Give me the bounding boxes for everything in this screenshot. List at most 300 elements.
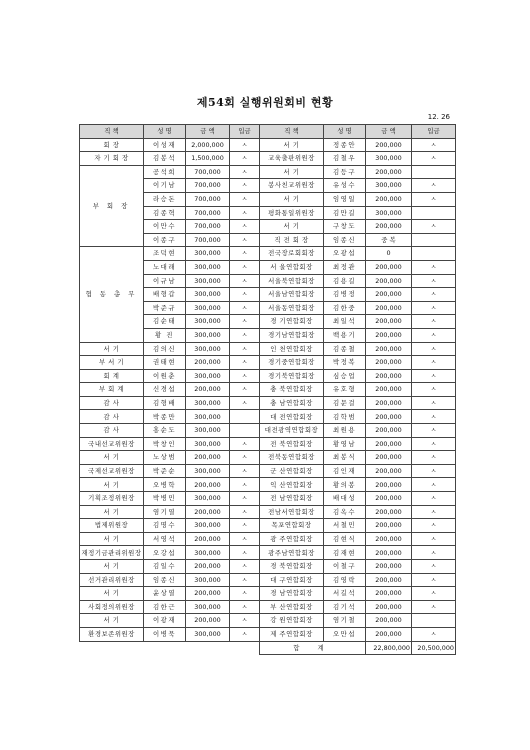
amount-cell: 중 복 [366, 233, 412, 247]
paid-cell: ㅅ [230, 560, 260, 574]
name-cell: 김한중 [324, 301, 366, 315]
table-row [80, 573, 456, 587]
amount-cell: 0 [366, 247, 412, 261]
paid-cell: ㅅ [230, 627, 260, 641]
role-cell: 서 기 [80, 614, 144, 628]
role-cell: 평화통일위원장 [260, 206, 324, 220]
table-row [80, 519, 456, 533]
paid-cell: ㅅ [230, 356, 260, 370]
name-cell: 최원용 [324, 424, 366, 438]
document-date: 12. 26 [427, 113, 450, 121]
amount-cell: 300,000 [186, 600, 230, 614]
name-cell: 심승업 [324, 369, 366, 383]
name-cell: 임종신 [144, 573, 186, 587]
paid-cell: ㅅ [230, 532, 260, 546]
table-row [80, 369, 456, 383]
amount-cell: 200,000 [366, 260, 412, 274]
name-cell: 오병학 [144, 478, 186, 492]
amount-cell: 200,000 [366, 288, 412, 302]
paid-cell: ㅅ [412, 179, 456, 193]
name-cell: 박병민 [144, 492, 186, 506]
amount-cell: 200,000 [186, 532, 230, 546]
role-cell: 회 계 [80, 369, 144, 383]
amount-cell: 200,000 [366, 138, 412, 152]
amount-cell: 200,000 [366, 600, 412, 614]
amount-cell: 200,000 [366, 478, 412, 492]
paid-cell: ㅅ [412, 260, 456, 274]
name-cell: 유성수 [324, 179, 366, 193]
role-cell: 국제선교위원장 [80, 464, 144, 478]
amount-cell: 200,000 [366, 451, 412, 465]
name-cell: 이광재 [144, 614, 186, 628]
name-cell: 박정복 [324, 356, 366, 370]
name-cell: 오만섭 [324, 627, 366, 641]
amount-cell: 700,000 [186, 192, 230, 206]
paid-cell: ㅅ [230, 383, 260, 397]
paid-cell: ㅅ [230, 437, 260, 451]
name-cell: 백용기 [324, 328, 366, 342]
table-row [80, 464, 456, 478]
amount-cell: 700,000 [186, 206, 230, 220]
name-cell: 노대래 [144, 260, 186, 274]
table-row [80, 587, 456, 601]
amount-cell: 200,000 [366, 546, 412, 560]
paid-cell: ㅅ [230, 247, 260, 261]
amount-cell: 300,000 [186, 369, 230, 383]
amount-cell: 300,000 [366, 206, 412, 220]
header-paid-right: 입금 [412, 125, 456, 139]
paid-cell [412, 233, 456, 247]
table-row [80, 138, 456, 152]
name-cell: 오강섭 [144, 546, 186, 560]
table-row [80, 396, 456, 410]
paid-cell: ㅅ [230, 478, 260, 492]
amount-cell: 200,000 [186, 478, 230, 492]
name-cell: 김종철 [324, 342, 366, 356]
role-cell: 전북동연합회장 [260, 451, 324, 465]
amount-cell: 200,000 [366, 614, 412, 628]
paid-cell: ㅅ [230, 179, 260, 193]
header-role-right: 직 책 [260, 125, 324, 139]
paid-cell [412, 206, 456, 220]
amount-cell: 300,000 [186, 627, 230, 641]
role-cell: 기획조정위원장 [80, 492, 144, 506]
paid-cell: ㅅ [230, 396, 260, 410]
role-cell: 서 기 [80, 532, 144, 546]
name-cell: 구창도 [324, 220, 366, 234]
role-cell: 경 기연합회장 [260, 315, 324, 329]
name-cell: 김종혁 [144, 206, 186, 220]
paid-cell: ㅅ [412, 532, 456, 546]
amount-cell: 200,000 [366, 315, 412, 329]
paid-cell: ㅅ [230, 614, 260, 628]
role-cell: 광주남연합회장 [260, 546, 324, 560]
amount-cell: 200,000 [366, 505, 412, 519]
table-row [80, 356, 456, 370]
table-row [80, 546, 456, 560]
header-amount-left: 금 액 [186, 125, 230, 139]
paid-cell: ㅅ [230, 233, 260, 247]
paid-cell: ㅅ [230, 206, 260, 220]
table-row [80, 614, 456, 628]
amount-cell: 200,000 [366, 369, 412, 383]
role-cell: 전 북연합회장 [260, 437, 324, 451]
amount-cell: 200,000 [366, 587, 412, 601]
total-blank-cell [80, 641, 260, 655]
name-cell: 김옥수 [324, 505, 366, 519]
header-name-left: 성 명 [144, 125, 186, 139]
dues-table [79, 124, 456, 655]
role-cell: 인 천연합회장 [260, 342, 324, 356]
amount-cell: 300,000 [186, 424, 230, 438]
table-row [80, 437, 456, 451]
name-cell: 권태현 [144, 356, 186, 370]
group-label-executive: 협 동 총 무 [80, 247, 144, 342]
name-cell: 박준규 [144, 301, 186, 315]
amount-cell: 200,000 [366, 492, 412, 506]
name-cell: 김병정 [324, 288, 366, 302]
role-cell: 부 회 계 [80, 383, 144, 397]
table-row [80, 424, 456, 438]
paid-cell [412, 247, 456, 261]
paid-cell: ㅅ [412, 138, 456, 152]
role-cell: 경 북연합회장 [260, 560, 324, 574]
name-cell: 김문걸 [324, 396, 366, 410]
amount-cell: 200,000 [366, 464, 412, 478]
amount-cell: 200,000 [366, 301, 412, 315]
name-cell: 이종구 [144, 233, 186, 247]
amount-cell: 200,000 [186, 505, 230, 519]
amount-cell: 300,000 [186, 247, 230, 261]
paid-cell: ㅅ [412, 505, 456, 519]
table-row [80, 560, 456, 574]
role-cell: 부 서 기 [80, 356, 144, 370]
role-cell: 서 기 [80, 587, 144, 601]
role-cell: 재정기금관리위원장 [80, 546, 144, 560]
name-cell: 신경섭 [144, 383, 186, 397]
amount-cell: 300,000 [186, 519, 230, 533]
paid-cell: ㅅ [412, 383, 456, 397]
paid-cell: ㅅ [230, 505, 260, 519]
amount-cell: 200,000 [366, 383, 412, 397]
role-cell: 자 기 회 장 [80, 152, 144, 166]
paid-cell: ㅅ [230, 451, 260, 465]
paid-cell: ㅅ [412, 519, 456, 533]
role-cell: 서울남연합회장 [260, 288, 324, 302]
role-cell: 부 산연합회장 [260, 600, 324, 614]
role-cell: 군 산연합회장 [260, 464, 324, 478]
role-cell: 전 남연합회장 [260, 492, 324, 506]
amount-cell: 200,000 [366, 328, 412, 342]
name-cell: 김기석 [324, 600, 366, 614]
paid-cell: ㅅ [412, 464, 456, 478]
name-cell: 김인재 [324, 464, 366, 478]
paid-cell: ㅅ [412, 560, 456, 574]
table-row [80, 627, 456, 641]
amount-cell: 200,000 [366, 274, 412, 288]
paid-cell: ㅅ [230, 288, 260, 302]
amount-cell: 200,000 [186, 560, 230, 574]
amount-cell: 300,000 [186, 437, 230, 451]
table-header-row [80, 125, 456, 139]
role-cell: 서 기 [80, 505, 144, 519]
role-cell: 서 기 [260, 220, 324, 234]
amount-cell: 300,000 [186, 301, 230, 315]
name-cell: 황영남 [324, 437, 366, 451]
amount-cell: 200,000 [366, 424, 412, 438]
amount-cell: 300,000 [186, 342, 230, 356]
name-cell: 유호형 [324, 383, 366, 397]
name-cell: 서철민 [324, 519, 366, 533]
role-cell: 전남서연합회장 [260, 505, 324, 519]
name-cell: 황 진 [144, 328, 186, 342]
page-title: 제54회 실행위원회비 현황 [196, 96, 334, 109]
paid-cell: ㅅ [230, 369, 260, 383]
amount-cell: 200,000 [366, 519, 412, 533]
amount-cell: 200,000 [366, 573, 412, 587]
name-cell: 김용길 [324, 274, 366, 288]
role-cell: 감 사 [80, 410, 144, 424]
amount-cell: 200,000 [186, 356, 230, 370]
paid-cell: ㅅ [230, 600, 260, 614]
role-cell: 광 주연합회장 [260, 532, 324, 546]
name-cell: 조덕현 [144, 247, 186, 261]
amount-cell: 300,000 [186, 260, 230, 274]
role-cell: 선거관리위원장 [80, 573, 144, 587]
name-cell: 서길석 [324, 587, 366, 601]
name-cell: 배대성 [324, 492, 366, 506]
name-cell: 염기철 [324, 614, 366, 628]
header-role-left: 직 책 [80, 125, 144, 139]
header-paid-left: 입금 [230, 125, 260, 139]
name-cell: 이규남 [144, 274, 186, 288]
amount-cell: 2,000,000 [186, 138, 230, 152]
name-cell: 김학범 [324, 410, 366, 424]
name-cell: 최정관 [324, 260, 366, 274]
name-cell: 김재현 [324, 546, 366, 560]
name-cell: 이원춘 [144, 369, 186, 383]
amount-cell: 300,000 [186, 410, 230, 424]
table-row [80, 532, 456, 546]
name-cell: 김현식 [324, 532, 366, 546]
paid-cell: ㅅ [230, 315, 260, 329]
role-cell: 회 장 [80, 138, 144, 152]
role-cell: 감 사 [80, 424, 144, 438]
paid-cell [230, 410, 260, 424]
paid-cell: ㅅ [230, 165, 260, 179]
paid-cell: ㅅ [230, 342, 260, 356]
amount-cell: 200,000 [366, 220, 412, 234]
role-cell: 서 기 [260, 192, 324, 206]
paid-cell: ㅅ [412, 627, 456, 641]
paid-cell: ㅅ [412, 274, 456, 288]
paid-cell: ㅅ [412, 342, 456, 356]
name-cell: 임영일 [324, 192, 366, 206]
paid-cell: ㅅ [412, 356, 456, 370]
amount-cell: 200,000 [186, 587, 230, 601]
name-cell: 윤상열 [144, 587, 186, 601]
name-cell: 김형배 [144, 396, 186, 410]
table-row [80, 152, 456, 166]
paid-cell: ㅅ [230, 301, 260, 315]
name-cell: 염기열 [144, 505, 186, 519]
paid-cell: ㅅ [230, 192, 260, 206]
amount-cell: 300,000 [186, 315, 230, 329]
amount-cell: 700,000 [186, 165, 230, 179]
name-cell: 이기남 [144, 179, 186, 193]
name-cell: 오광섭 [324, 247, 366, 261]
amount-cell: 200,000 [366, 165, 412, 179]
role-cell: 법제위원장 [80, 519, 144, 533]
name-cell: 배형갑 [144, 288, 186, 302]
name-cell: 이철구 [324, 560, 366, 574]
amount-cell: 300,000 [186, 396, 230, 410]
role-cell: 서 기 [80, 560, 144, 574]
role-cell: 서울동연합회장 [260, 301, 324, 315]
paid-cell: ㅅ [412, 396, 456, 410]
role-cell: 직 전 회 장 [260, 233, 324, 247]
name-cell: 이병묵 [144, 627, 186, 641]
paid-cell: ㅅ [412, 288, 456, 302]
table-row [80, 478, 456, 492]
role-cell: 서 기 [80, 342, 144, 356]
role-cell: 강 원연합회장 [260, 614, 324, 628]
role-cell: 사회정의위원장 [80, 600, 144, 614]
name-cell: 서영석 [144, 532, 186, 546]
paid-cell: ㅅ [230, 328, 260, 342]
amount-cell: 200,000 [366, 410, 412, 424]
amount-cell: 200,000 [186, 614, 230, 628]
name-cell: 김명수 [144, 519, 186, 533]
table-row [80, 342, 456, 356]
paid-cell: ㅅ [412, 192, 456, 206]
role-cell: 경기남연합회장 [260, 328, 324, 342]
paid-cell: ㅅ [230, 519, 260, 533]
role-cell: 익 산연합회장 [260, 478, 324, 492]
role-cell: 제 주연합회장 [260, 627, 324, 641]
role-cell: 서울북연합회장 [260, 274, 324, 288]
paid-cell: ㅅ [230, 573, 260, 587]
role-cell: 서 기 [260, 138, 324, 152]
paid-cell: ㅅ [412, 328, 456, 342]
total-label: 합 계 [260, 641, 366, 655]
total-paid: 20,500,000 [412, 641, 456, 655]
name-cell: 김영락 [324, 573, 366, 587]
role-cell: 서 기 [80, 478, 144, 492]
paid-cell: ㅅ [230, 220, 260, 234]
name-cell: 박준순 [144, 464, 186, 478]
paid-cell: ㅅ [230, 492, 260, 506]
header-amount-right: 금 액 [366, 125, 412, 139]
name-cell: 황의봉 [324, 478, 366, 492]
table-row [80, 410, 456, 424]
name-cell: 정종안 [324, 138, 366, 152]
paid-cell: ㅅ [412, 220, 456, 234]
name-cell: 김만길 [324, 206, 366, 220]
paid-cell: ㅅ [412, 424, 456, 438]
amount-cell: 200,000 [366, 356, 412, 370]
name-cell: 최일석 [324, 315, 366, 329]
amount-cell: 300,000 [186, 464, 230, 478]
amount-cell: 300,000 [186, 492, 230, 506]
paid-cell: ㅅ [230, 138, 260, 152]
role-cell: 서 울연합회장 [260, 260, 324, 274]
paid-cell: ㅅ [230, 587, 260, 601]
group-label-vice-president: 부 회 장 [80, 165, 144, 247]
table-row [80, 451, 456, 465]
role-cell: 서 기 [80, 451, 144, 465]
role-cell: 국내선교위원장 [80, 437, 144, 451]
amount-cell: 700,000 [186, 179, 230, 193]
name-cell: 홍순도 [144, 424, 186, 438]
paid-cell: ㅅ [230, 274, 260, 288]
table-row [80, 505, 456, 519]
name-cell: 라승돈 [144, 192, 186, 206]
name-cell: 공석희 [144, 165, 186, 179]
table-row [80, 165, 456, 179]
paid-cell: ㅅ [412, 437, 456, 451]
name-cell: 김순태 [144, 315, 186, 329]
total-row [80, 641, 456, 655]
table-body [80, 138, 456, 655]
name-cell: 김한근 [144, 600, 186, 614]
name-cell: 노상범 [144, 451, 186, 465]
name-cell: 김봉석 [144, 152, 186, 166]
paid-cell: ㅅ [230, 546, 260, 560]
role-cell: 대 전연합회장 [260, 410, 324, 424]
amount-cell: 200,000 [366, 396, 412, 410]
paid-cell: ㅅ [412, 152, 456, 166]
amount-cell: 200,000 [186, 383, 230, 397]
role-cell: 충 남연합회장 [260, 396, 324, 410]
name-cell: 이만수 [144, 220, 186, 234]
amount-cell: 200,000 [366, 627, 412, 641]
paid-cell: ㅅ [412, 410, 456, 424]
role-cell: 경기북연합회장 [260, 369, 324, 383]
paid-cell: ㅅ [412, 451, 456, 465]
paid-cell [412, 614, 456, 628]
role-cell: 전국장로회회장 [260, 247, 324, 261]
amount-cell: 1,500,000 [186, 152, 230, 166]
amount-cell: 300,000 [366, 179, 412, 193]
name-cell: 김철우 [324, 152, 366, 166]
paid-cell [412, 165, 456, 179]
paid-cell: ㅅ [230, 152, 260, 166]
paid-cell: ㅅ [412, 546, 456, 560]
header-name-right: 성 명 [324, 125, 366, 139]
paid-cell [230, 424, 260, 438]
name-cell: 김등구 [324, 165, 366, 179]
role-cell: 서 기 [260, 165, 324, 179]
amount-cell: 700,000 [186, 220, 230, 234]
amount-cell: 300,000 [186, 573, 230, 587]
name-cell: 박종만 [144, 410, 186, 424]
paid-cell: ㅅ [412, 369, 456, 383]
role-cell: 대 구연합회장 [260, 573, 324, 587]
paid-cell: ㅅ [412, 478, 456, 492]
amount-cell: 200,000 [366, 192, 412, 206]
total-amount: 22,800,000 [366, 641, 412, 655]
name-cell: 임종신 [324, 233, 366, 247]
amount-cell: 300,000 [186, 328, 230, 342]
paid-cell: ㅅ [230, 464, 260, 478]
paid-cell: ㅅ [412, 492, 456, 506]
name-cell: 김의신 [144, 342, 186, 356]
amount-cell: 300,000 [186, 288, 230, 302]
amount-cell: 200,000 [366, 342, 412, 356]
name-cell: 박창인 [144, 437, 186, 451]
amount-cell: 300,000 [186, 546, 230, 560]
